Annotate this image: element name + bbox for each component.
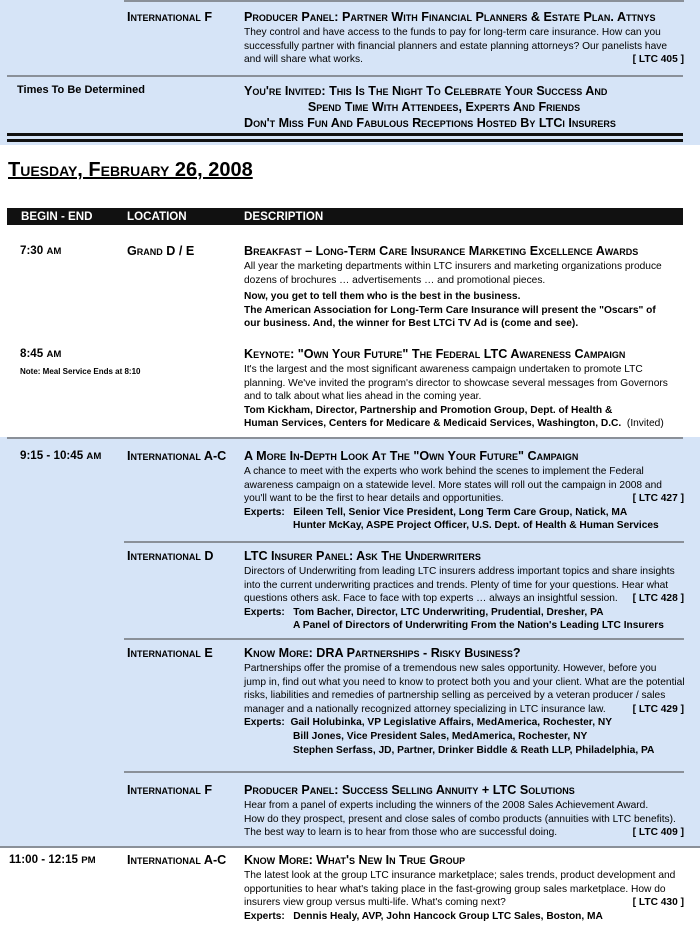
desc-line: our business. And, the winner for Best LTCi TV Ad is (come and see).	[244, 318, 579, 330]
session-code: [ LTC 430 ]	[632, 897, 684, 909]
session-code: [ LTC 409 ]	[632, 827, 684, 839]
double-rule-bottom	[7, 139, 683, 142]
desc-line: questions others ask. Face to face with top experts … always an insightful session.	[244, 593, 618, 605]
divider	[124, 541, 684, 543]
expert-line: Dennis Healy, AVP, John Hancock Group LTC Sales, Boston, MA	[293, 910, 603, 922]
session-desc-line: They control and have access to the funds to pay for long-term care insurance. How can you	[244, 27, 661, 38]
speaker-line: Tom Kickham, Director, Partnership and Promotion Group, Dept. of Health &	[244, 404, 613, 416]
session-location: International D	[127, 549, 214, 563]
breakfast-location: Grand D / E	[127, 244, 195, 258]
desc-line: opportunities to hear what's taking place in the fast-growing group sales marketplace. How do	[244, 883, 666, 895]
session-code: [ LTC 405 ]	[632, 54, 684, 66]
session-title: Producer Panel: Success Selling Annuity + LTC Solutions	[244, 783, 575, 797]
breakfast-time: 7:30 AM	[20, 244, 62, 257]
session-block	[244, 783, 692, 840]
expert-line: Tom Bacher, Director, LTC Underwriting, Prudential, Dresher, PA	[293, 606, 604, 618]
desc-line: Now, you get to tell them who is the best in the business.	[244, 291, 521, 303]
evening-line: Don't Miss Fun And Fabulous Receptions Hosted By LTCi Insurers	[244, 116, 616, 130]
desc-line: Directors of Underwriting from leading LTC insurers address important topics and share insights	[244, 566, 675, 577]
evening-line: Spend Time With Attendees, Experts And Friends	[307, 100, 581, 114]
session-location: International E	[127, 646, 213, 660]
block-time: 9:15 - 10:45 AM	[20, 449, 102, 462]
desc-line: planning. We've invited the program's director to showcase several messages from Governors	[244, 377, 668, 389]
desc-line: risks, liabilities and remedies of partnership selling as perceived by a veteran producer / sales	[244, 690, 666, 702]
desc-line: awareness campaign on a statewide level. More states will roll out the campaign in 2008 and	[244, 479, 662, 491]
evening-block	[244, 84, 644, 132]
session-title: LTC Insurer Panel: Ask The Underwriters	[244, 549, 481, 563]
session-location: International F	[127, 783, 213, 797]
desc-line: and to talk about what lies ahead in the coming year.	[244, 391, 482, 403]
desc-line: Hear from a panel of experts including the winners of the 2008 Sales Achievement Award.	[244, 800, 649, 811]
evening-time: Times To Be Determined	[17, 84, 145, 96]
schedule-header	[7, 208, 683, 225]
expert-line: Hunter McKay, ASPE Project Officer, U.S. Dept. of Health & Human Services	[293, 520, 659, 532]
evening-line: You're Invited: This Is The Night To Celebrate Your Success And	[244, 84, 608, 98]
breakfast-title: Breakfast – Long-Term Care Insurance Marketing Excellence Awards	[244, 244, 639, 258]
header-begin-end: BEGIN - END	[21, 210, 93, 223]
desc-line: The American Association for Long-Term Care Insurance will present the "Oscars" of	[244, 304, 656, 316]
desc-line: manager and a nationally recognized attorney specializing in LTC insurance law.	[244, 703, 606, 715]
desc-line: dozens of brochures … advertisements … and promotional pieces.	[244, 274, 546, 286]
keynote-title: Keynote: "Own Your Future" The Federal LTC Awareness Campaign	[244, 347, 626, 361]
divider	[124, 0, 684, 2]
divider	[124, 638, 684, 640]
divider	[124, 771, 684, 773]
keynote-block	[244, 347, 692, 431]
session-code: [ LTC 428 ]	[632, 593, 684, 605]
invited-note: (Invited)	[626, 418, 664, 430]
session-desc-line: successfully partner with financial planners and estate planning attorneys? Our panelists have	[244, 40, 668, 52]
session-code: [ LTC 429 ]	[632, 703, 684, 715]
desc-line: It's the largest and the most significant awareness campaign undertaken to promote LTC	[244, 364, 643, 375]
block-time: 11:00 - 12:15 PM	[9, 853, 96, 866]
session-title: Know More: DRA Partnerships - Risky Business?	[244, 646, 521, 660]
expert-line: Gail Holubinka, VP Legislative Affairs, MedAmerica, Rochester, NY	[290, 717, 613, 729]
session-block	[244, 549, 692, 633]
double-rule-top	[7, 133, 683, 136]
desc-line: The best way to learn is to hear from those who are successful doing.	[244, 827, 558, 839]
expert-line: Eileen Tell, Senior Vice President, Long Term Care Group, Natick, MA	[293, 506, 628, 518]
day-title: Tuesday, February 26, 2008	[8, 159, 253, 181]
expert-line: Bill Jones, Vice President Sales, MedAmerica, Rochester, NY	[293, 730, 588, 742]
desc-line: you'll want to be the first to hear details and opportunities.	[244, 493, 504, 505]
desc-line: A chance to meet with the experts who work behind the scenes to implement the Federal	[244, 466, 644, 477]
desc-line: into the current underwriting practices and trends. Plenty of time for your questions. Hear what	[244, 579, 669, 591]
keynote-time: 8:45 AM	[20, 347, 62, 360]
desc-line: jump in, find out what you need to know to protect both you and your client. What are the potential	[244, 676, 685, 688]
divider	[7, 437, 683, 439]
experts-label: Experts:	[244, 606, 285, 618]
header-location: LOCATION	[127, 210, 187, 223]
speaker-line: Human Services, Centers for Medicare & Medicaid Services, Washington, D.C.	[244, 418, 622, 430]
session-block	[244, 449, 692, 533]
divider	[7, 75, 683, 77]
session-desc-line: and will share what works.	[244, 54, 363, 66]
session-code: [ LTC 427 ]	[632, 493, 684, 505]
session-title: A More In-Depth Look At The "Own Your Future" Campaign	[244, 449, 579, 463]
breakfast-block	[244, 244, 692, 331]
desc-line: How do they prospect, present and close sales of combo products (annuities with LTC benefits).	[244, 813, 676, 825]
session-block	[244, 853, 692, 923]
session-location: International A-C	[127, 449, 227, 463]
experts-label: Experts:	[244, 910, 285, 922]
session-block	[244, 646, 692, 757]
expert-line: Stephen Serfass, JD, Partner, Drinker Biddle & Reath LLP, Philadelphia, PA	[293, 744, 655, 756]
experts-label: Experts:	[244, 717, 285, 729]
header-description: DESCRIPTION	[244, 210, 324, 223]
desc-line: Partnerships offer the promise of a tremendous new sales opportunity. However, before you	[244, 663, 657, 674]
keynote-note: Note: Meal Service Ends at 8:10	[20, 367, 141, 376]
desc-line: All year the marketing departments within LTC insurers and marketing organizations produce	[244, 261, 662, 272]
experts-label: Experts:	[244, 506, 285, 518]
session-location: International A-C	[127, 853, 227, 867]
divider	[0, 846, 700, 848]
session-title: Know More: What's New In True Group	[244, 853, 466, 867]
session-location: International F	[127, 10, 213, 24]
expert-line: A Panel of Directors of Underwriting From the Nation's Leading LTC Insurers	[293, 620, 664, 632]
session-title: Producer Panel: Partner With Financial Planners & Estate Plan. Attnys	[244, 10, 656, 24]
desc-line: insurers view group versus multi-life. What's coming next?	[244, 897, 506, 909]
session-block	[244, 10, 692, 67]
desc-line: The latest look at the group LTC insurance marketplace; sales trends, product development and	[244, 870, 676, 881]
